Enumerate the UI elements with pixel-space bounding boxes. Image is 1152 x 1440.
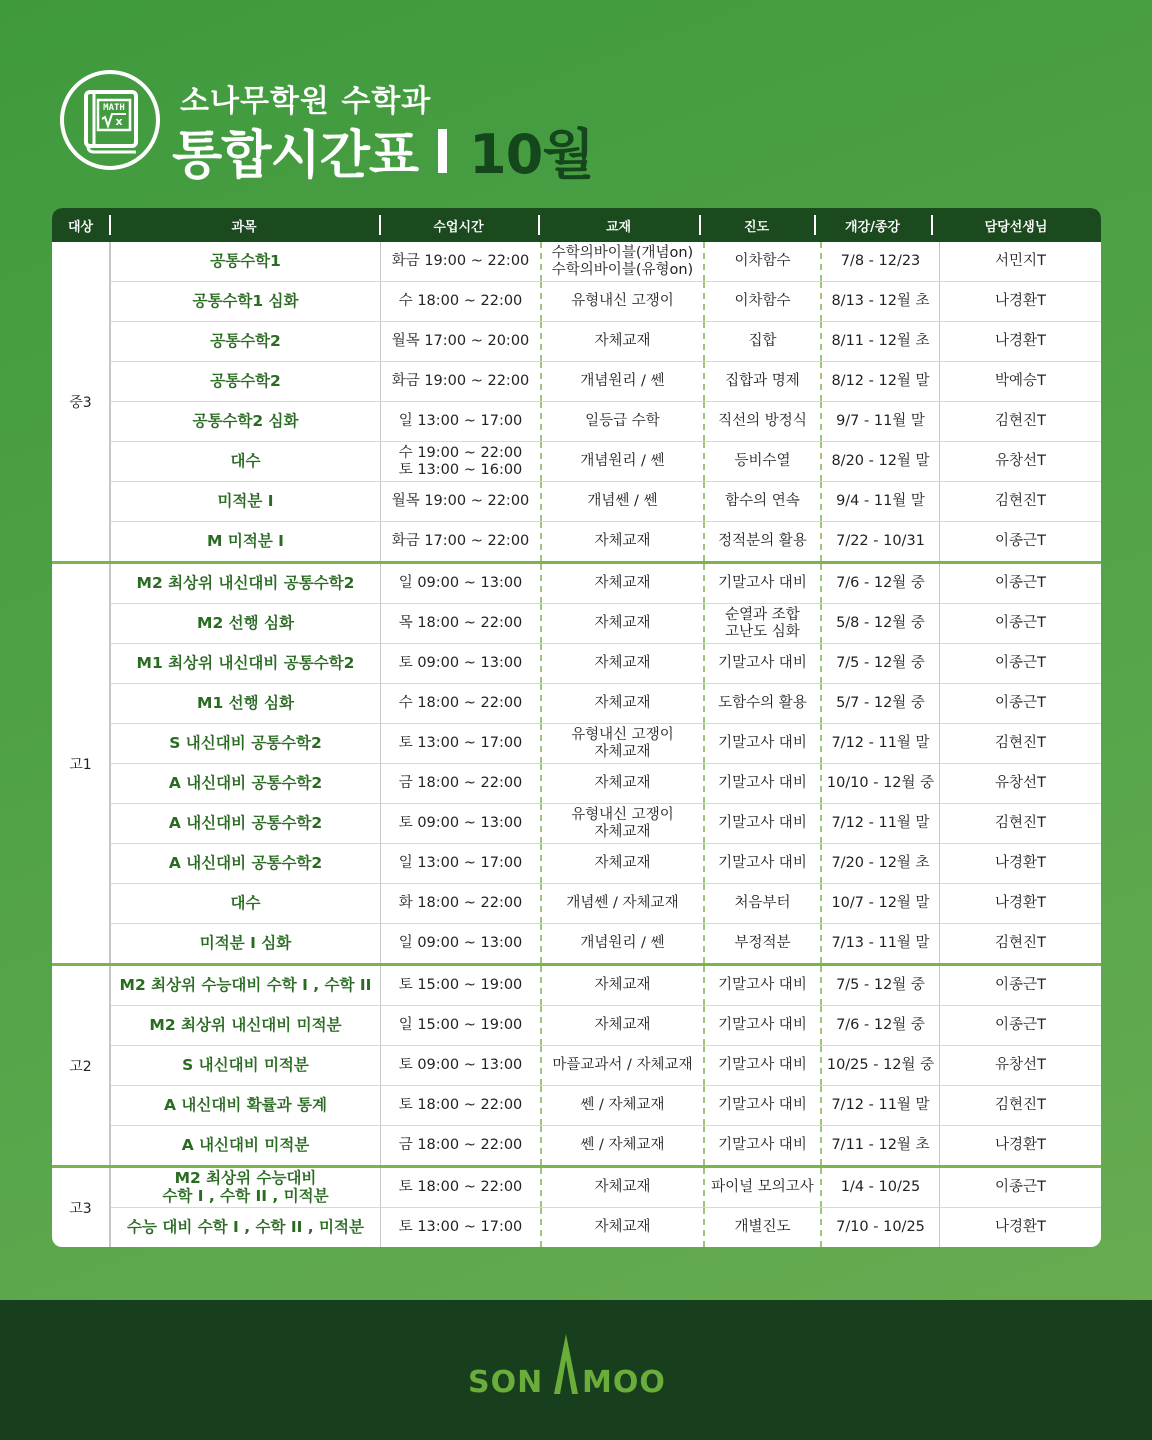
class-time-cell: 토 09:00 ~ 13:00 — [381, 644, 542, 683]
textbook-cell: 자체교재 — [542, 764, 705, 803]
term-cell: 7/5 - 12월 중 — [822, 966, 940, 1005]
table-row — [111, 242, 1101, 282]
table-row — [111, 362, 1101, 402]
title-row — [172, 112, 593, 189]
teacher-cell: 나경환T — [995, 895, 1046, 912]
subject-cell: 공통수학2 — [111, 362, 381, 401]
textbook-cell: 개념쎈 / 자체교재 — [542, 884, 705, 923]
table-row — [111, 804, 1101, 844]
svg-text:SON: SON — [468, 1365, 544, 1400]
class-time-cell: 일 15:00 ~ 19:00 — [381, 1006, 542, 1045]
progress-cell: 처음부터 — [705, 884, 822, 923]
table-row — [111, 1006, 1101, 1046]
term-cell: 7/12 - 11월 말 — [822, 724, 940, 763]
class-time-cell: 토 09:00 ~ 13:00 — [381, 804, 542, 843]
table-row — [111, 282, 1101, 322]
group-label: 고1 — [52, 564, 111, 963]
progress-cell: 등비수열 — [705, 442, 822, 481]
term-cell: 7/10 - 10/25 — [822, 1208, 940, 1247]
progress-cell: 직선의 방정식 — [705, 402, 822, 441]
subject-cell: M2 최상위 내신대비 미적분 — [111, 1006, 381, 1045]
svg-text:x: x — [115, 115, 123, 128]
sonamoo-logo-icon — [468, 1330, 684, 1404]
textbook-cell: 쎈 / 자체교재 — [542, 1126, 705, 1165]
subject-cell: M1 최상위 내신대비 공통수학2 — [111, 644, 381, 683]
class-time-cell: 화금 17:00 ~ 22:00 — [381, 522, 542, 561]
term-cell: 7/11 - 12월 초 — [822, 1126, 940, 1165]
class-time-cell: 일 13:00 ~ 17:00 — [381, 402, 542, 441]
subject-cell: M2 최상위 수능대비 수학 I , 수학 II — [111, 966, 381, 1005]
table-row — [111, 1046, 1101, 1086]
progress-cell: 기말고사 대비 — [705, 1086, 822, 1125]
table-row — [111, 966, 1101, 1006]
textbook-cell: 자체교재 — [542, 322, 705, 361]
term-cell: 7/20 - 12월 초 — [822, 844, 940, 883]
progress-cell: 기말고사 대비 — [705, 764, 822, 803]
term-cell: 7/13 - 11월 말 — [822, 924, 940, 963]
math-book-icon — [60, 70, 160, 170]
subject-cell: 대수 — [111, 884, 381, 923]
textbook-cell: 마플교과서 / 자체교재 — [542, 1046, 705, 1085]
subject-cell: 공통수학2 — [111, 322, 381, 361]
textbook-cell: 자체교재 — [542, 644, 705, 683]
table-group — [52, 963, 1101, 1165]
progress-cell: 집합과 명제 — [705, 362, 822, 401]
progress-cell: 도함수의 활용 — [705, 684, 822, 723]
textbook-cell: 자체교재 — [542, 684, 705, 723]
class-time-cell: 화금 19:00 ~ 22:00 — [381, 242, 542, 281]
term-cell: 8/12 - 12월 말 — [822, 362, 940, 401]
table-row — [111, 844, 1101, 884]
subject-cell: S 내신대비 미적분 — [111, 1046, 381, 1085]
table-row — [111, 1126, 1101, 1165]
textbook-cell: 자체교재 — [542, 564, 705, 603]
class-time-cell: 월목 17:00 ~ 20:00 — [381, 322, 542, 361]
term-cell: 7/6 - 12월 중 — [822, 564, 940, 603]
header-subject: 과목 — [109, 208, 379, 242]
textbook-cell: 유형내신 고쟁이 자체교재 — [542, 804, 705, 843]
class-time-cell: 수 18:00 ~ 22:00 — [381, 684, 542, 723]
class-time-cell: 토 15:00 ~ 19:00 — [381, 966, 542, 1005]
teacher-cell: 유창선T — [995, 775, 1046, 792]
class-time-cell: 토 18:00 ~ 22:00 — [381, 1168, 542, 1207]
term-cell: 1/4 - 10/25 — [822, 1168, 940, 1207]
textbook-cell: 수학의바이블(개념on) 수학의바이블(유형on) — [542, 242, 705, 281]
teacher-cell: 박예승T — [995, 373, 1046, 390]
textbook-cell: 개념원리 / 쎈 — [542, 442, 705, 481]
teacher-cell: 김현진T — [995, 815, 1046, 832]
page-title: 통합시간표 — [172, 126, 419, 186]
table-row — [111, 1168, 1101, 1208]
table-row — [111, 644, 1101, 684]
teacher-cell: 이종근T — [995, 533, 1046, 550]
teacher-cell: 김현진T — [995, 935, 1046, 952]
textbook-cell: 자체교재 — [542, 1208, 705, 1247]
class-time-cell: 목 18:00 ~ 22:00 — [381, 604, 542, 643]
teacher-cell: 나경환T — [995, 333, 1046, 350]
class-time-cell: 월목 19:00 ~ 22:00 — [381, 482, 542, 521]
table-row — [111, 1086, 1101, 1126]
progress-cell: 함수의 연속 — [705, 482, 822, 521]
textbook-cell: 일등급 수학 — [542, 402, 705, 441]
teacher-cell: 김현진T — [995, 493, 1046, 510]
subject-cell: 수능 대비 수학 I , 수학 II , 미적분 — [111, 1208, 381, 1247]
textbook-cell: 자체교재 — [542, 604, 705, 643]
progress-cell: 기말고사 대비 — [705, 1046, 822, 1085]
table-row — [111, 924, 1101, 963]
header-class-time: 수업시간 — [379, 208, 538, 242]
group-label: 고2 — [52, 966, 111, 1165]
table-row — [111, 442, 1101, 482]
term-cell: 5/8 - 12월 중 — [822, 604, 940, 643]
table-row — [111, 884, 1101, 924]
class-time-cell: 토 09:00 ~ 13:00 — [381, 1046, 542, 1085]
subject-cell: 미적분 I 심화 — [111, 924, 381, 963]
table-row — [111, 764, 1101, 804]
textbook-cell: 자체교재 — [542, 522, 705, 561]
teacher-cell: 나경환T — [995, 1137, 1046, 1154]
textbook-cell: 유형내신 고쟁이 자체교재 — [542, 724, 705, 763]
teacher-cell: 서민지T — [995, 253, 1046, 270]
term-cell: 9/4 - 11월 말 — [822, 482, 940, 521]
progress-cell: 기말고사 대비 — [705, 1126, 822, 1165]
term-cell: 7/6 - 12월 중 — [822, 1006, 940, 1045]
teacher-cell: 이종근T — [995, 655, 1046, 672]
teacher-cell: 나경환T — [995, 855, 1046, 872]
table-body — [52, 242, 1101, 1247]
subject-cell: 공통수학1 — [111, 242, 381, 281]
progress-cell: 파이널 모의고사 — [705, 1168, 822, 1207]
teacher-cell: 이종근T — [995, 1017, 1046, 1034]
textbook-cell: 자체교재 — [542, 844, 705, 883]
table-group — [52, 561, 1101, 963]
class-time-cell: 일 13:00 ~ 17:00 — [381, 844, 542, 883]
group-label: 고3 — [52, 1168, 111, 1247]
table-row — [111, 1208, 1101, 1247]
progress-cell: 기말고사 대비 — [705, 844, 822, 883]
class-time-cell: 화금 19:00 ~ 22:00 — [381, 362, 542, 401]
term-cell: 10/10 - 12월 중 — [822, 764, 940, 803]
teacher-cell: 이종근T — [995, 1179, 1046, 1196]
header-target: 대상 — [67, 219, 94, 235]
term-cell: 7/5 - 12월 중 — [822, 644, 940, 683]
class-time-cell: 토 13:00 ~ 17:00 — [381, 724, 542, 763]
header-progress: 진도 — [699, 208, 814, 242]
table-row — [111, 564, 1101, 604]
table-group — [52, 1165, 1101, 1247]
schedule-table — [52, 208, 1101, 1247]
teacher-cell: 김현진T — [995, 413, 1046, 430]
progress-cell: 순열과 조합 고난도 심화 — [705, 604, 822, 643]
subject-cell: M1 선행 심화 — [111, 684, 381, 723]
group-label: 중3 — [52, 242, 111, 561]
progress-cell: 기말고사 대비 — [705, 1006, 822, 1045]
textbook-cell: 개념원리 / 쎈 — [542, 924, 705, 963]
teacher-cell: 유창선T — [995, 1057, 1046, 1074]
term-cell: 7/12 - 11월 말 — [822, 1086, 940, 1125]
table-row — [111, 402, 1101, 442]
textbook-cell: 유형내신 고쟁이 — [542, 282, 705, 321]
subject-cell: S 내신대비 공통수학2 — [111, 724, 381, 763]
progress-cell: 기말고사 대비 — [705, 564, 822, 603]
table-row — [111, 724, 1101, 764]
progress-cell: 부정적분 — [705, 924, 822, 963]
class-time-cell: 일 09:00 ~ 13:00 — [381, 564, 542, 603]
subject-cell: A 내신대비 공통수학2 — [111, 764, 381, 803]
term-cell: 7/22 - 10/31 — [822, 522, 940, 561]
term-cell: 5/7 - 12월 중 — [822, 684, 940, 723]
term-cell: 8/13 - 12월 초 — [822, 282, 940, 321]
teacher-cell: 김현진T — [995, 735, 1046, 752]
class-time-cell: 수 18:00 ~ 22:00 — [381, 282, 542, 321]
table-row — [111, 604, 1101, 644]
teacher-cell: 유창선T — [995, 453, 1046, 470]
subject-cell: A 내신대비 미적분 — [111, 1126, 381, 1165]
subject-cell: M 미적분 I — [111, 522, 381, 561]
class-time-cell: 금 18:00 ~ 22:00 — [381, 764, 542, 803]
term-cell: 8/11 - 12월 초 — [822, 322, 940, 361]
term-cell: 8/20 - 12월 말 — [822, 442, 940, 481]
subject-cell: A 내신대비 확률과 통계 — [111, 1086, 381, 1125]
subject-cell: 미적분 I — [111, 482, 381, 521]
table-header — [52, 208, 1101, 242]
teacher-cell: 이종근T — [995, 615, 1046, 632]
title-divider — [438, 129, 447, 173]
header-teacher: 담당선생님 — [931, 208, 1101, 242]
class-time-cell: 토 13:00 ~ 17:00 — [381, 1208, 542, 1247]
teacher-cell: 이종근T — [995, 977, 1046, 994]
table-row — [111, 684, 1101, 724]
progress-cell: 이차함수 — [705, 282, 822, 321]
class-time-cell: 토 18:00 ~ 22:00 — [381, 1086, 542, 1125]
progress-cell: 정적분의 활용 — [705, 522, 822, 561]
subject-cell: 공통수학1 심화 — [111, 282, 381, 321]
progress-cell: 기말고사 대비 — [705, 724, 822, 763]
subject-cell: A 내신대비 공통수학2 — [111, 804, 381, 843]
progress-cell: 기말고사 대비 — [705, 966, 822, 1005]
textbook-cell: 개념원리 / 쎈 — [542, 362, 705, 401]
textbook-cell: 쎈 / 자체교재 — [542, 1086, 705, 1125]
class-time-cell: 일 09:00 ~ 13:00 — [381, 924, 542, 963]
textbook-cell: 자체교재 — [542, 966, 705, 1005]
progress-cell: 이차함수 — [705, 242, 822, 281]
page-subtitle: 소나무학원 수학과 — [180, 84, 432, 119]
term-cell: 10/25 - 12월 중 — [822, 1046, 940, 1085]
teacher-cell: 김현진T — [995, 1097, 1046, 1114]
header-textbook: 교재 — [538, 208, 699, 242]
teacher-cell: 나경환T — [995, 293, 1046, 310]
subject-cell: M2 최상위 수능대비 수학 I , 수학 II , 미적분 — [111, 1168, 381, 1207]
progress-cell: 집합 — [705, 322, 822, 361]
table-row — [111, 322, 1101, 362]
class-time-cell: 금 18:00 ~ 22:00 — [381, 1126, 542, 1165]
table-row — [111, 522, 1101, 561]
header-term: 개강/종강 — [814, 208, 931, 242]
textbook-cell: 자체교재 — [542, 1006, 705, 1045]
subject-cell: 대수 — [111, 442, 381, 481]
term-cell: 7/8 - 12/23 — [822, 242, 940, 281]
progress-cell: 기말고사 대비 — [705, 644, 822, 683]
teacher-cell: 이종근T — [995, 575, 1046, 592]
term-cell: 7/12 - 11월 말 — [822, 804, 940, 843]
term-cell: 10/7 - 12월 말 — [822, 884, 940, 923]
progress-cell: 기말고사 대비 — [705, 804, 822, 843]
subject-cell: M2 선행 심화 — [111, 604, 381, 643]
textbook-cell: 자체교재 — [542, 1168, 705, 1207]
subject-cell: 공통수학2 심화 — [111, 402, 381, 441]
svg-text:MOO: MOO — [582, 1365, 666, 1400]
teacher-cell: 이종근T — [995, 695, 1046, 712]
teacher-cell: 나경환T — [995, 1219, 1046, 1236]
class-time-cell: 화 18:00 ~ 22:00 — [381, 884, 542, 923]
class-time-cell: 수 19:00 ~ 22:00 토 13:00 ~ 16:00 — [381, 442, 542, 481]
svg-text:MATH: MATH — [103, 103, 125, 113]
term-cell: 9/7 - 11월 말 — [822, 402, 940, 441]
table-row — [111, 482, 1101, 522]
progress-cell: 개별진도 — [705, 1208, 822, 1247]
page-month: 10월 — [469, 123, 594, 186]
textbook-cell: 개념쎈 / 쎈 — [542, 482, 705, 521]
subject-cell: M2 최상위 내신대비 공통수학2 — [111, 564, 381, 603]
table-group — [52, 242, 1101, 561]
subject-cell: A 내신대비 공통수학2 — [111, 844, 381, 883]
